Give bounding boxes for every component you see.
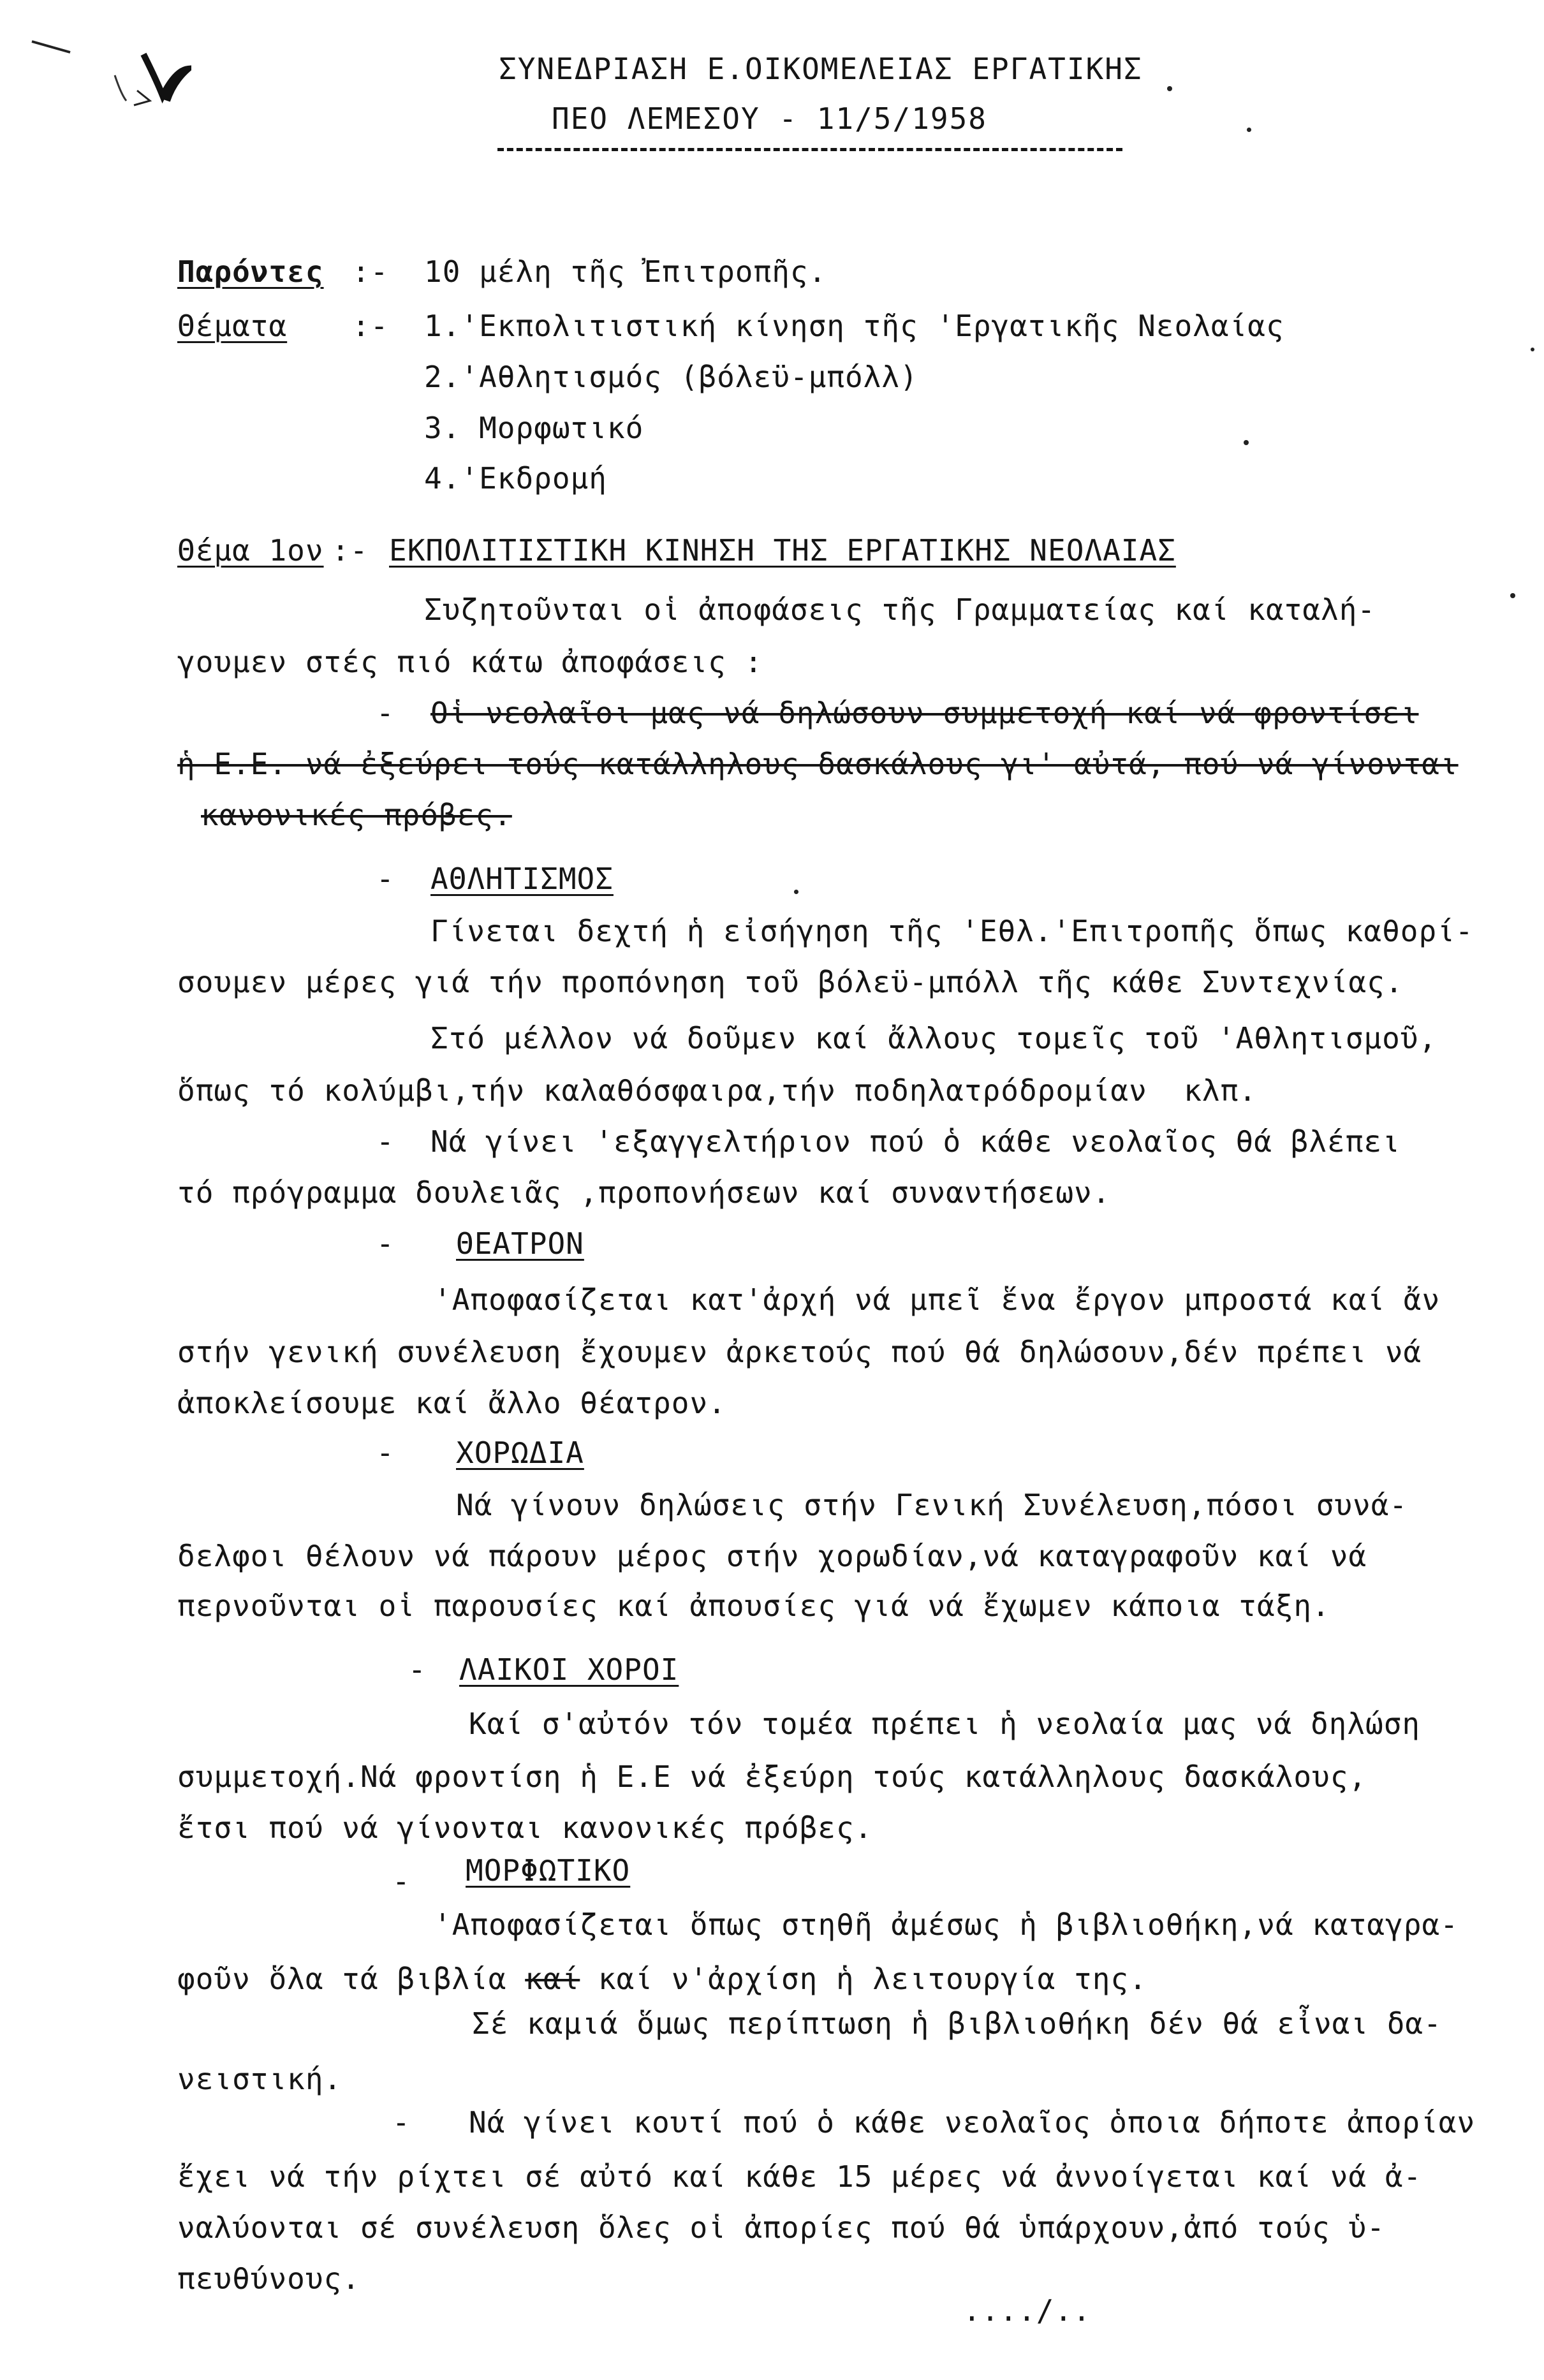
subsection-heading-folk: ΛΑΙΚΟΙ ΧΟΡΟΙ [459,1652,679,1687]
paragraph-line [177,1961,1147,1997]
paragraph-line: 'Αποφασίζεται ὅπως στηθῆ ἀμέσως ἡ βιβλιοθήκη,νά καταγρα- [434,1907,1459,1942]
subsection-heading-education: ΜΟΡΦΩΤΙΚΟ [466,1853,631,1888]
paragraph-line: ὅπως τό κολύμβι,τήν καλαθόσφαιρα,τήν ποδηλατρόδρομίαν κλπ. [177,1073,1257,1108]
paragraph-line: δελφοι θέλουν νά πάρουν μέρος στήν χορωδίαν,νά καταγραφοῦν καί νά [177,1539,1367,1573]
continuation-marker: ..../.. [963,2293,1091,2328]
section-heading: ΕΚΠΟΛΙΤΙΣΤΙΚΗ ΚΙΝΗΣΗ ΤΗΣ ΕΡΓΑΤΙΚΗΣ ΝΕΟΛΑΙΑΣ [389,533,1176,568]
topic-item: 1.'Εκπολιτιστική κίνηση τῆς 'Εργατικῆς Νεολαίας [424,309,1284,343]
title-underline [497,148,1122,151]
topic-item: 4.'Εκδρομή [424,461,607,496]
paragraph-line: γουμεν στές πιό κάτω ἀποφάσεις : [177,645,763,679]
bullet-dash: - [392,1864,410,1899]
struck-line: ἡ Ε.Ε. νά ἐξεύρει τούς κατάλληλους δασκάλους γι' αὐτά, πού νά γίνονται [177,747,1459,781]
scan-speck [794,890,798,894]
paragraph-line: σουμεν μέρες γιά τήν προπόνηση τοῦ βόλεϋ-μπόλλ τῆς κάθε Συντεχνίας. [177,965,1404,999]
line-segment: φοῦν ὅλα τά βιβλία [177,1962,526,1996]
scan-speck [1244,440,1249,445]
bullet-dash: - [376,1226,394,1261]
topic-item: 2.'Αθλητισμός (βόλεϋ-μπόλλ) [424,360,918,394]
bullet-dash: - [376,862,394,896]
paragraph-line: Νά γίνει κουτί πού ὁ κάθε νεολαῖος ὁποια δήποτε ἀπορίαν [469,2105,1476,2140]
paragraph-line: 'Αποφασίζεται κατ'ἀρχή νά μπεῖ ἕνα ἔργον μπροστά καί ἄν [434,1282,1441,1317]
scan-speck [1167,86,1172,91]
paragraph-line: Συζητοῦνται οἱ ἀποφάσεις τῆς Γραμματείας καί καταλή- [424,592,1376,627]
subsection-heading-choir: ΧΟΡΩΔΙΑ [456,1436,584,1470]
paragraph-line: πευθύνους. [177,2261,360,2296]
scan-speck [1247,128,1251,132]
paragraph-line: τό πρόγραμμα δουλειᾶς ,προπονήσεων καί συναντήσεων. [177,1175,1111,1210]
paragraph-line: Καί σ'αὐτόν τόν τομέα πρέπει ἡ νεολαία μας νά δηλώση [469,1707,1421,1741]
line-segment: καί ν'ἀρχίση ἡ λειτουργία της. [580,1962,1147,1996]
subsection-heading-theatre: ΘΕΑΤΡΟΝ [456,1226,584,1261]
bullet-dash: - [376,696,394,730]
document-title: ΣΥΝΕΔΡΙΑΣΗ Ε.ΟΙΚΟΜΕΛΕΙΑΣ ΕΡΓΑΤΙΚΗΣ [499,52,1143,86]
struck-line: κανονικές πρόβες. [201,798,512,832]
paragraph-line: ἀποκλείσουμε καί ἄλλο θέατρον. [177,1386,726,1420]
paragraph-line: Σέ καμιά ὅμως περίπτωση ἡ βιβλιοθήκη δέν θά εἶναι δα- [472,2006,1442,2041]
struck-word: καί [525,1962,580,1996]
present-label: Παρόντες [177,254,324,289]
bullet-dash: - [376,1124,394,1159]
paragraph-line: Γίνεται δεχτή ἡ εἰσήγηση τῆς 'Εθλ.'Επιτροπῆς ὅπως καθορί- [430,914,1474,948]
paragraph-line: ἔχει νά τήν ρίχτει σέ αὐτό καί κάθε 15 μέρες νά ἀννοίγεται καί νά ἀ- [177,2159,1422,2194]
topics-separator: :- [352,309,389,343]
bullet-dash: - [376,1436,394,1470]
bullet-dash: - [392,2105,410,2140]
corner-scribble [26,19,191,108]
paragraph-line: Νά γίνουν δηλώσεις στήν Γενική Συνέλευση,πόσοι συνά- [456,1488,1408,1522]
paragraph-line: Νά γίνει 'εξαγγελτήριον πού ὁ κάθε νεολαῖος θά βλέπει [430,1124,1401,1159]
section-label: Θέμα 1ον [177,533,324,568]
paragraph-line: νειστική. [177,2062,342,2096]
paragraph-line: συμμετοχή.Νά φροντίση ἡ Ε.Ε νά ἐξεύρη τούς κατάλληλους δασκάλους, [177,1759,1367,1794]
document-subtitle: ΠΕΟ ΛΕΜΕΣΟΥ - 11/5/1958 [552,101,987,136]
paragraph-line: ἔτσι πού νά γίνονται κανονικές πρόβες. [177,1811,873,1845]
topics-label: Θέματα [177,309,288,343]
paragraph-line: στήν γενική συνέλευση ἔχουμεν ἀρκετούς πού θά δηλώσουν,δέν πρέπει νά [177,1335,1422,1369]
struck-line: Οἱ νεολαῖοι μας νά δηλώσουν συμμετοχή καί νά φροντίσει [430,696,1419,730]
subsection-heading-sports: ΑΘΛΗΤΙΣΜΟΣ [430,862,614,896]
scan-speck [1531,348,1534,351]
topic-item: 3. Μορφωτικό [424,411,644,445]
paragraph-line: Στό μέλλον νά δοῦμεν καί ἄλλους τομεῖς τοῦ 'Αθλητισμοῦ, [430,1021,1437,1055]
paragraph-line: περνοῦνται οἱ παρουσίες καί ἀπουσίες γιά νά ἔχωμεν κάποια τάξη. [177,1589,1330,1623]
bullet-dash: - [408,1652,426,1687]
scan-speck [1510,593,1515,598]
paragraph-line: ναλύονται σέ συνέλευση ὅλες οἱ ἀπορίες πού θά ὑπάρχουν,ἀπό τούς ὑ- [177,2210,1385,2245]
present-separator: :- [352,254,389,289]
present-value: 10 μέλη τῆς Ἐπιτροπῆς. [424,254,827,289]
section-separator: :- [332,533,369,568]
